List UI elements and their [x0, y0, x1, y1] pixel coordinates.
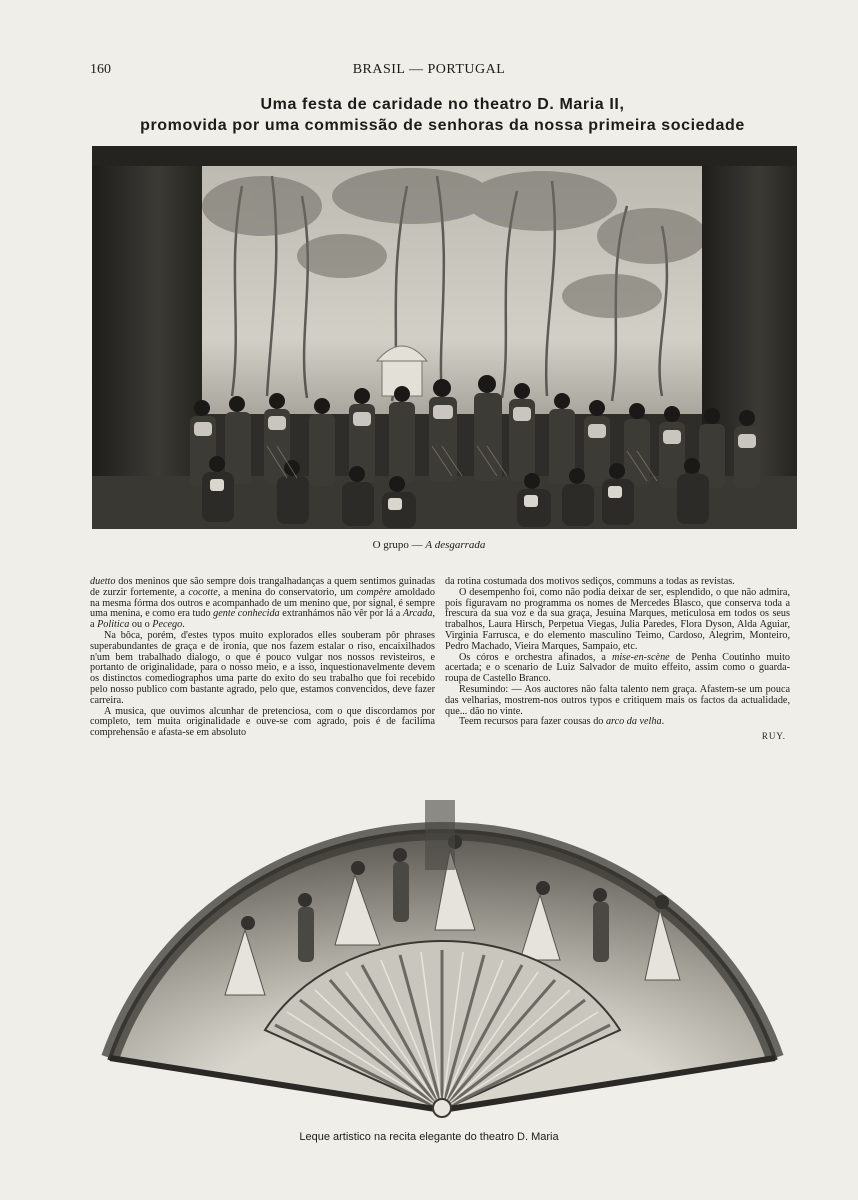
author-signature: RUY. — [761, 731, 786, 742]
left-paragraph-3: A musica, que ouvimos alcunhar de pretenciosa, com o que discordamos por completo, tem muita originalidade e ouve-se com agrado, pois é de facilima comprehensão e afasta-se em absoluto — [90, 705, 435, 739]
article-body — [90, 577, 790, 742]
right-paragraph-5: Teem recursos para fazer cousas do arco da velha. — [459, 716, 665, 728]
left-paragraph-1: duetto dos meninos que são sempre dois trangalhadanças a quem sentimos guinadas de zurzir fortemente, a cocotte, a menina do conservatorio, um compère amoldado na mesma fórma dos outros e acompanhado de um menino que, por signal, é sempre uma menina, e como era tudo gente conhecida extranhámos não vêr por lá a Arcada, a Politica ou o Pecego. — [90, 576, 435, 631]
article-title-line-2: promovida por uma commissão de senhoras da nossa primeira sociedade — [140, 117, 745, 134]
article-title-line-1: Uma festa de caridade no theatro D. Maria II, — [260, 96, 625, 113]
article-title — [90, 94, 795, 136]
fan-photo — [100, 780, 785, 1125]
photo-caption-1-prefix: O grupo — — [372, 539, 426, 551]
running-head: BRASIL — PORTUGAL — [352, 62, 506, 77]
page-number: 160 — [90, 62, 111, 77]
text-column-right — [445, 577, 790, 742]
text-column-left — [90, 577, 435, 742]
right-paragraph-3: Os córos e orchestra afinados, a mise-en-scène de Penha Coutinho muito acertada; e o scenario de Luiz Salvador de muito effeito, assim como o guarda-roupa de Castello Branco. — [445, 651, 790, 685]
photo-caption-1 — [0, 539, 858, 551]
left-paragraph-2: Na bôca, porém, d'estes typos muito explorados elles souberam pôr phrases superabundantes de graça e de ironia, que nos fazem estalar o riso, encaixilhados n'um bem trabalhado dialogo, o que é pouco vulgar nos nossos revisteiros, e portanto de originalidade, para o nosso meio, e a isso, inquestionavelmente devem os distinctos comediographos uma parte do exito do seu trabalho que foi recebido pelo nosso publico com bastante agrado, pelo que, estamos convencidos, deve fazer carreira. — [90, 629, 435, 706]
right-paragraph-2: O desempenho foi, como não podia deixar de ser, esplendido, o que não admira, pois figuravam no programma os nomes de Mercedes Blasco, que conserva toda a frescura da sua voz e da sua graça, Jesuina Marques, meticulosa em todos os seus trabalhos, Laura Hirsch, Perpetua Viegas, Julia Paredes, Flora Dyson, Alda Aguiar, Virginia Farrusca, e do elemento masculino Teimo, Cardoso, Alegrim, Monteiro, Pedro Machado, Vieira Marques, Sampaio, etc. — [445, 586, 790, 652]
right-paragraph-1: da rotina costumada dos motivos sediços, communs a todas as revistas. — [445, 576, 735, 587]
right-paragraph-4: Resumindo: — Aos auctores não falta talento nem graça. Afastem-se um pouca das velharias, mostrem-nos outros typos e critiquem mais os factos da actualidade, que... dão no vinte. — [445, 683, 790, 717]
photo-caption-1-title: A desgarrada — [425, 539, 486, 551]
photo-caption-2: Leque artistico na recita elegante do theatro D. Maria — [299, 1131, 559, 1143]
stage-group-photo — [92, 146, 797, 529]
